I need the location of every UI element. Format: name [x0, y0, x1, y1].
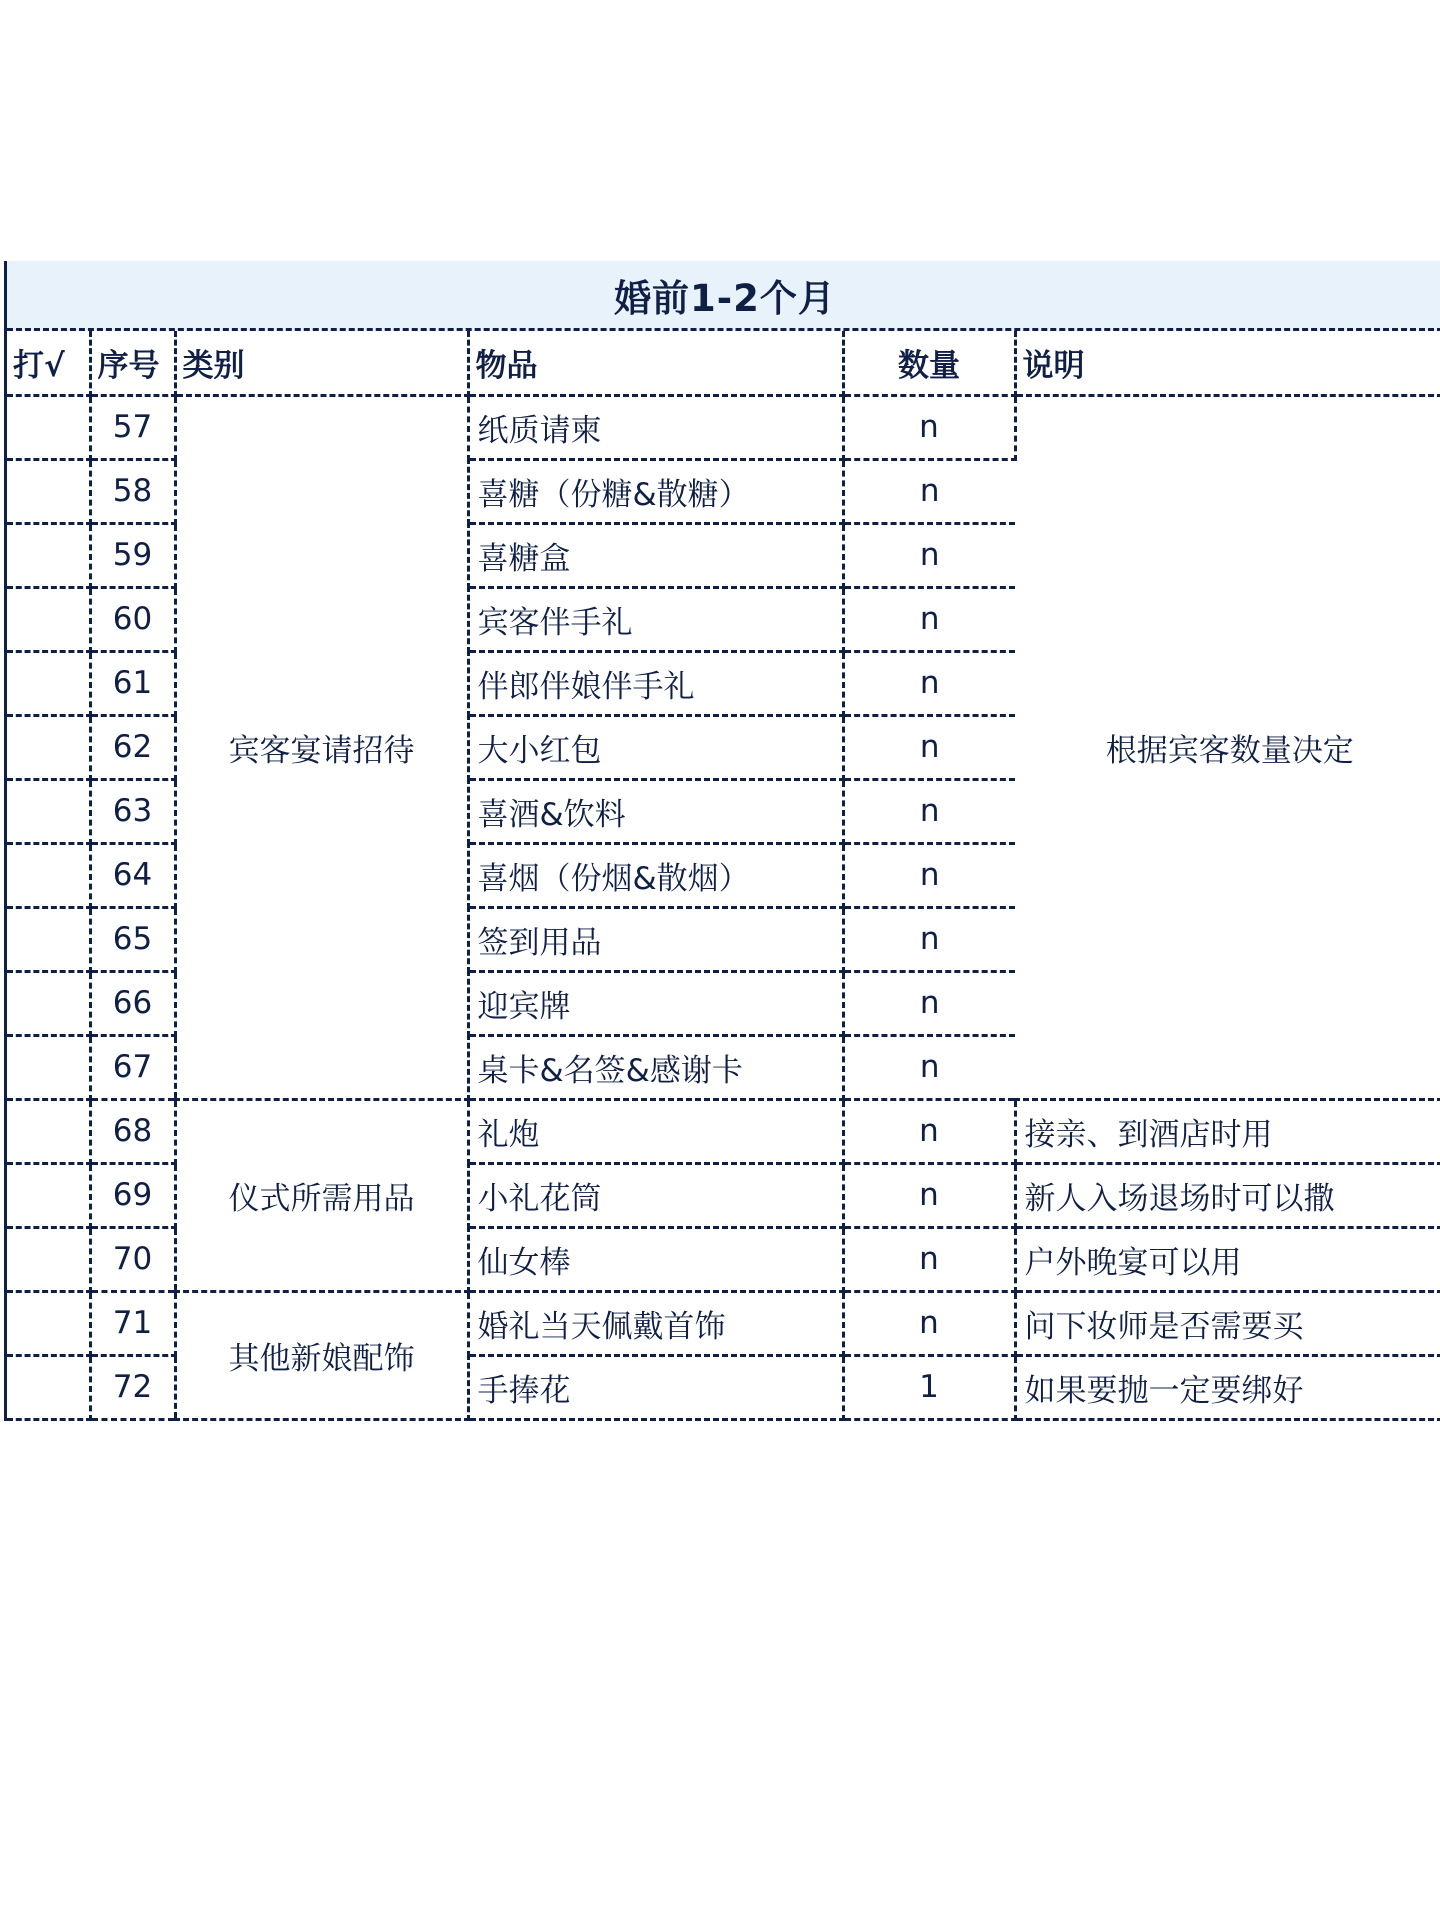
- item-cell: 喜酒&饮料: [468, 779, 843, 843]
- checkbox-cell[interactable]: [7, 459, 90, 523]
- table-row: [7, 1099, 1440, 1163]
- item-cell: 手捧花: [468, 1355, 843, 1419]
- row-number: 63: [90, 779, 175, 843]
- row-number: 68: [90, 1099, 175, 1163]
- row-number: 60: [90, 587, 175, 651]
- row-number: 66: [90, 971, 175, 1035]
- checkbox-cell[interactable]: [7, 843, 90, 907]
- checkbox-cell[interactable]: [7, 1099, 90, 1163]
- description-cell: 问下妆师是否需要买: [1015, 1291, 1440, 1355]
- checkbox-cell[interactable]: [7, 779, 90, 843]
- checkbox-cell[interactable]: [7, 1291, 90, 1355]
- row-number: 64: [90, 843, 175, 907]
- quantity-cell: n: [843, 779, 1015, 843]
- item-cell: 迎宾牌: [468, 971, 843, 1035]
- row-number: 65: [90, 907, 175, 971]
- category-cell: 宾客宴请招待: [175, 395, 468, 1099]
- description-cell: 新人入场退场时可以撒: [1015, 1163, 1440, 1227]
- item-cell: 签到用品: [468, 907, 843, 971]
- item-cell: 婚礼当天佩戴首饰: [468, 1291, 843, 1355]
- checkbox-cell[interactable]: [7, 1035, 90, 1099]
- quantity-cell: n: [843, 1035, 1015, 1099]
- sheet-title: 婚前1-2个月: [614, 276, 836, 320]
- quantity-cell: n: [843, 523, 1015, 587]
- quantity-cell: n: [843, 907, 1015, 971]
- checkbox-cell[interactable]: [7, 395, 90, 459]
- item-cell: 桌卡&名签&感谢卡: [468, 1035, 843, 1099]
- item-cell: 大小红包: [468, 715, 843, 779]
- header-row: [7, 331, 1440, 395]
- row-number: 67: [90, 1035, 175, 1099]
- checkbox-cell[interactable]: [7, 907, 90, 971]
- quantity-cell: n: [843, 843, 1015, 907]
- item-cell: 宾客伴手礼: [468, 587, 843, 651]
- table-row: [7, 395, 1440, 459]
- checkbox-cell[interactable]: [7, 587, 90, 651]
- description-cell: 如果要抛一定要绑好: [1015, 1355, 1440, 1419]
- description-cell: 根据宾客数量决定: [1015, 395, 1440, 1099]
- quantity-cell: n: [843, 459, 1015, 523]
- row-number: 62: [90, 715, 175, 779]
- row-number: 72: [90, 1355, 175, 1419]
- checkbox-cell[interactable]: [7, 651, 90, 715]
- quantity-cell: 1: [843, 1355, 1015, 1419]
- quantity-cell: n: [843, 587, 1015, 651]
- checkbox-cell[interactable]: [7, 1227, 90, 1291]
- row-number: 57: [90, 395, 175, 459]
- row-number: 69: [90, 1163, 175, 1227]
- category-cell: 仪式所需用品: [175, 1099, 468, 1291]
- checkbox-cell[interactable]: [7, 1355, 90, 1419]
- quantity-cell: n: [843, 1099, 1015, 1163]
- description-cell: 接亲、到酒店时用: [1015, 1099, 1440, 1163]
- checkbox-cell[interactable]: [7, 1163, 90, 1227]
- item-cell: 伴郎伴娘伴手礼: [468, 651, 843, 715]
- quantity-cell: n: [843, 715, 1015, 779]
- sheet-title-row: [7, 261, 1440, 331]
- header-item: 物品: [468, 331, 843, 395]
- item-cell: 小礼花筒: [468, 1163, 843, 1227]
- row-number: 61: [90, 651, 175, 715]
- header-no: 序号: [90, 331, 175, 395]
- item-cell: 仙女棒: [468, 1227, 843, 1291]
- quantity-cell: n: [843, 395, 1015, 459]
- quantity-cell: n: [843, 651, 1015, 715]
- item-cell: 喜糖（份糖&散糖）: [468, 459, 843, 523]
- quantity-cell: n: [843, 971, 1015, 1035]
- row-number: 71: [90, 1291, 175, 1355]
- header-check: 打√: [7, 331, 90, 395]
- checkbox-cell[interactable]: [7, 523, 90, 587]
- checklist-table: [7, 331, 1440, 1421]
- row-number: 58: [90, 459, 175, 523]
- checklist-sheet: [4, 261, 1440, 1421]
- table-row: [7, 1291, 1440, 1355]
- row-number: 59: [90, 523, 175, 587]
- row-number: 70: [90, 1227, 175, 1291]
- checkbox-cell[interactable]: [7, 971, 90, 1035]
- item-cell: 礼炮: [468, 1099, 843, 1163]
- header-qty: 数量: [843, 331, 1015, 395]
- table-body: [7, 395, 1440, 1419]
- quantity-cell: n: [843, 1227, 1015, 1291]
- item-cell: 喜烟（份烟&散烟）: [468, 843, 843, 907]
- description-cell: 户外晚宴可以用: [1015, 1227, 1440, 1291]
- quantity-cell: n: [843, 1291, 1015, 1355]
- category-cell: 其他新娘配饰: [175, 1291, 468, 1419]
- checkbox-cell[interactable]: [7, 715, 90, 779]
- item-cell: 喜糖盒: [468, 523, 843, 587]
- header-category: 类别: [175, 331, 468, 395]
- item-cell: 纸质请柬: [468, 395, 843, 459]
- quantity-cell: n: [843, 1163, 1015, 1227]
- header-desc: 说明: [1015, 331, 1440, 395]
